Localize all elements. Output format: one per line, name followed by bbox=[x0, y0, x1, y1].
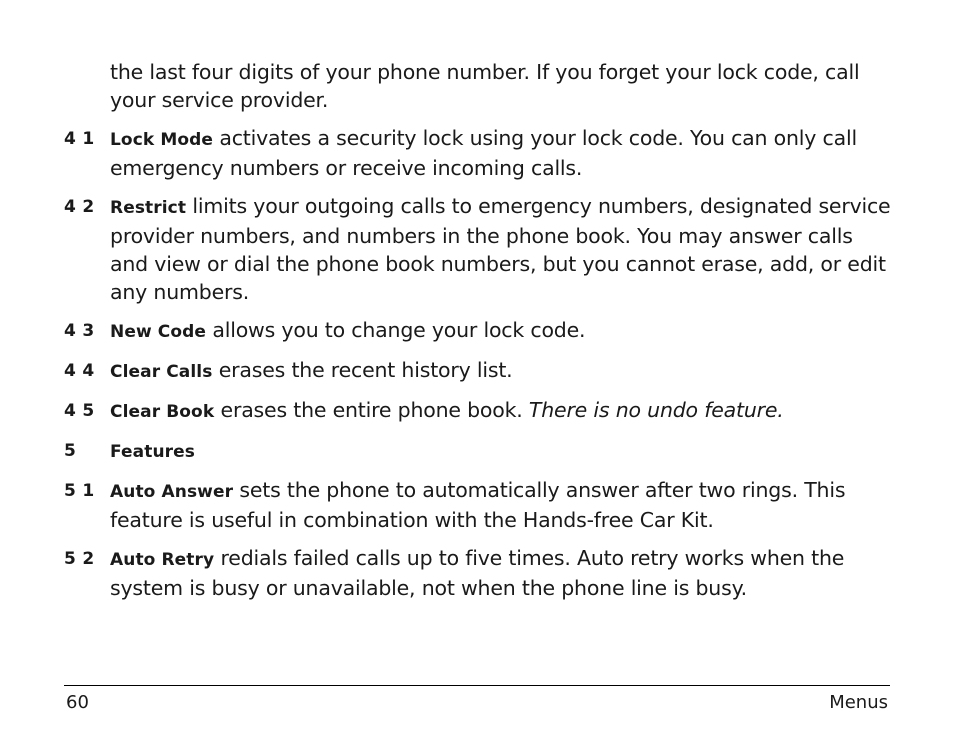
page-number: 60 bbox=[66, 692, 89, 713]
item-term: Features bbox=[110, 442, 195, 462]
item-number-empty bbox=[64, 58, 110, 59]
menu-item-lock-mode bbox=[64, 124, 894, 182]
menu-item-features bbox=[64, 436, 894, 466]
item-term: Clear Calls bbox=[110, 362, 213, 382]
item-warning: There is no undo feature. bbox=[528, 398, 784, 422]
item-number: 4 3 bbox=[64, 321, 95, 341]
page-content bbox=[64, 58, 894, 612]
item-description: erases the recent history list. bbox=[212, 358, 513, 382]
item-number: 5 2 bbox=[64, 549, 95, 569]
item-description: sets the phone to automatically answer after two rings. This feature is useful in combination with the Hands-free Car Kit. bbox=[110, 478, 846, 532]
menu-item-auto-retry bbox=[64, 544, 894, 602]
item-description: redials failed calls up to five times. Auto retry works when the system is busy or unavailable, not when the phone line is busy. bbox=[110, 546, 845, 600]
menu-item-restrict bbox=[64, 192, 894, 306]
item-term: Lock Mode bbox=[110, 130, 214, 150]
item-description: activates a security lock using your lock code. You can only call emergency numbers or receive incoming calls. bbox=[110, 126, 857, 180]
item-number: 5 bbox=[64, 441, 77, 461]
menu-item-clear-book bbox=[64, 396, 894, 426]
menu-item-auto-answer bbox=[64, 476, 894, 534]
item-number: 4 1 bbox=[64, 129, 95, 149]
item-description: limits your outgoing calls to emergency numbers, designated service provider numbers, and numbers in the phone book. You may answer calls and view or dial the phone book numbers, but you cannot erase, add, or edit any numbers. bbox=[110, 194, 891, 304]
item-number: 4 5 bbox=[64, 401, 95, 421]
item-term: New Code bbox=[110, 322, 207, 342]
continuation-paragraph bbox=[64, 58, 894, 114]
item-term: Clear Book bbox=[110, 402, 215, 422]
footer-section-name: Menus bbox=[829, 692, 888, 713]
item-description: allows you to change your lock code. bbox=[206, 318, 586, 342]
item-term: Restrict bbox=[110, 198, 187, 218]
item-term: Auto Answer bbox=[110, 482, 234, 502]
item-number: 5 1 bbox=[64, 481, 95, 501]
item-number: 4 4 bbox=[64, 361, 95, 381]
menu-item-new-code bbox=[64, 316, 894, 346]
footer-divider bbox=[64, 685, 890, 686]
item-term: Auto Retry bbox=[110, 550, 215, 570]
menu-item-clear-calls bbox=[64, 356, 894, 386]
item-number: 4 2 bbox=[64, 197, 95, 217]
item-description: erases the entire phone book. bbox=[214, 398, 529, 422]
paragraph-text: the last four digits of your phone number. If you forget your lock code, call your service provider. bbox=[110, 60, 860, 112]
